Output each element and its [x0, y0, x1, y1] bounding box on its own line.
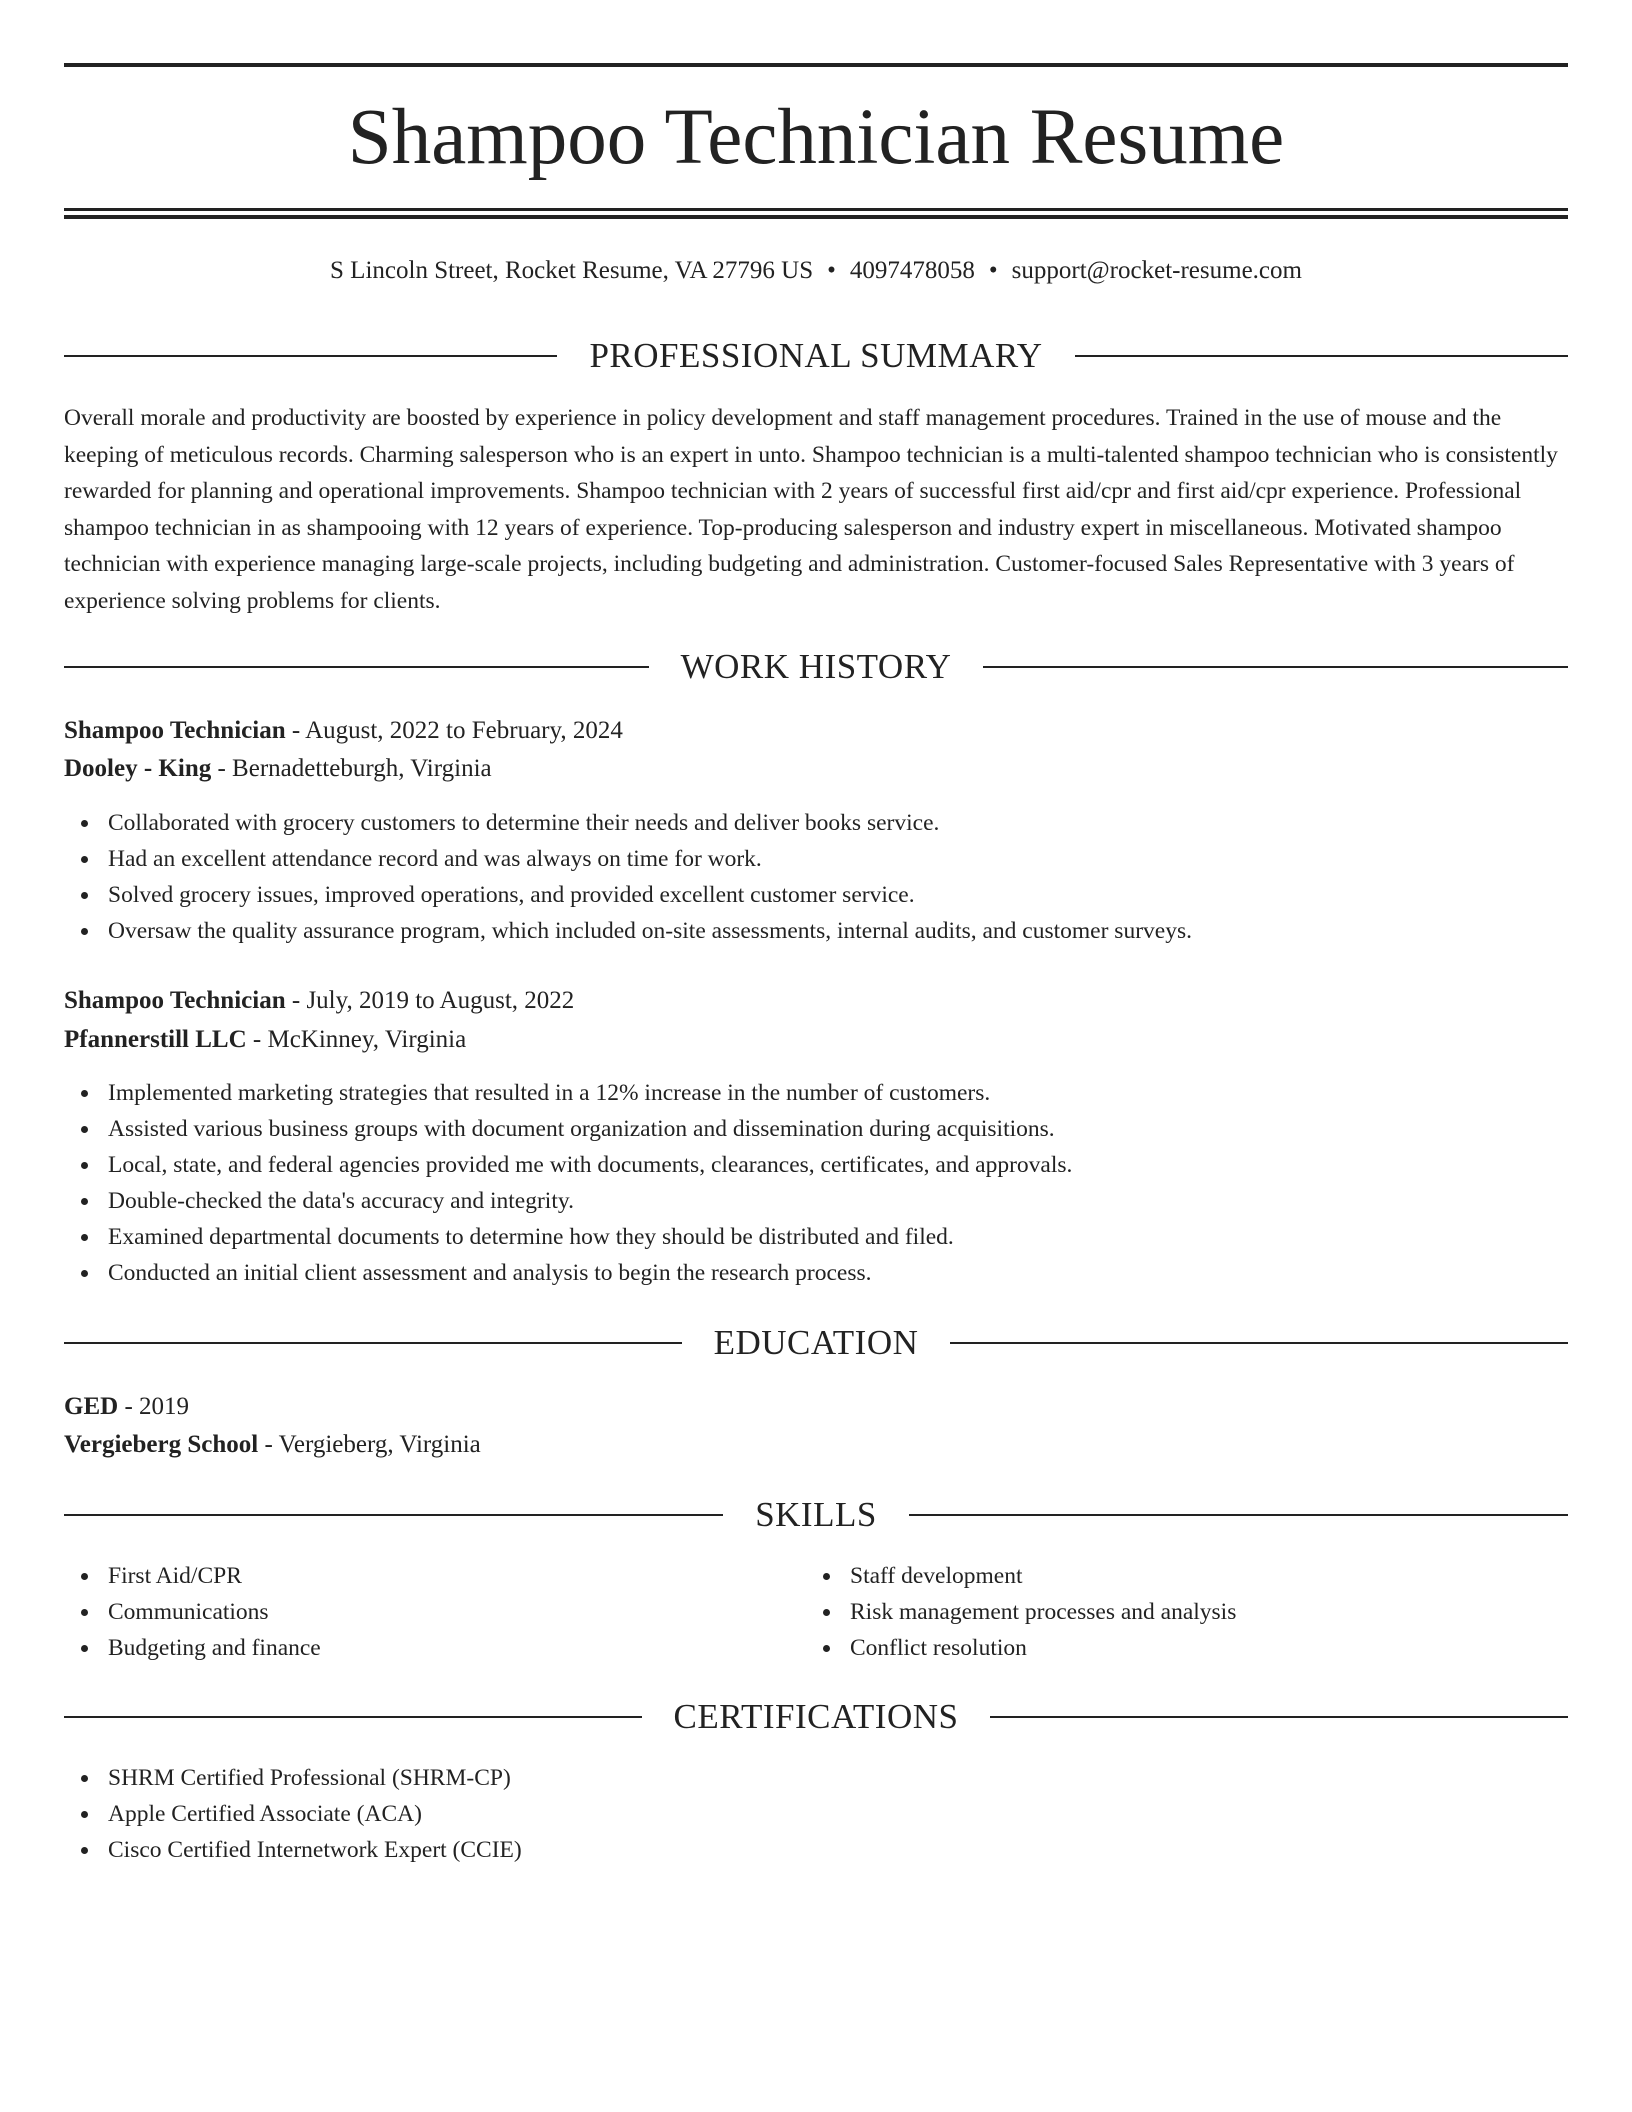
contact-separator: • — [988, 257, 998, 284]
list-item: SHRM Certified Professional (SHRM-CP) — [64, 1760, 522, 1796]
job-company: Dooley - King — [64, 755, 212, 782]
list-item: Had an excellent attendance record and was always on time for work. — [64, 841, 1192, 877]
section-heading-skills — [64, 1493, 1568, 1537]
education-school-line: Vergieberg School - Vergieberg, Virginia — [64, 1431, 481, 1458]
job-dates: August, 2022 to February, 2024 — [305, 717, 623, 744]
skills-list-right — [806, 1558, 1236, 1666]
list-item: Double-checked the data's accuracy and integrity. — [64, 1183, 1072, 1219]
heading-rule-right — [950, 1342, 1568, 1344]
list-item: Local, state, and federal agencies provided me with documents, clearances, certificates, and approvals. — [64, 1147, 1072, 1183]
heading-rule-right — [909, 1514, 1568, 1516]
skills-list-left — [64, 1558, 321, 1666]
list-item: Risk management processes and analysis — [806, 1594, 1236, 1630]
contact-phone: 4097478058 — [849, 257, 975, 284]
education-location: Vergieberg, Virginia — [278, 1431, 481, 1458]
list-item: Solved grocery issues, improved operations, and provided excellent customer service. — [64, 877, 1192, 913]
resume-title: Shampoo Technician Resume — [347, 94, 1285, 181]
job-title: Shampoo Technician — [64, 717, 286, 744]
job-dates: July, 2019 to August, 2022 — [306, 987, 575, 1014]
job-duties-list — [64, 1075, 1072, 1291]
job-location: Bernadetteburgh, Virginia — [232, 755, 492, 782]
education-degree-line: GED - 2019 — [64, 1393, 190, 1420]
list-item: First Aid/CPR — [64, 1558, 321, 1594]
section-heading-summary — [64, 334, 1568, 378]
section-heading-label: PROFESSIONAL SUMMARY — [589, 336, 1043, 375]
job-company-line: Dooley - King - Bernadetteburgh, Virginia — [64, 755, 492, 782]
heading-rule-left — [64, 1716, 642, 1718]
title-rule-lower — [64, 215, 1568, 219]
job-company: Pfannerstill LLC — [64, 1026, 247, 1053]
contact-email: support@rocket-resume.com — [1011, 257, 1302, 284]
section-heading-label: WORK HISTORY — [680, 647, 952, 686]
section-heading-education — [64, 1321, 1568, 1365]
list-item: Oversaw the quality assurance program, which included on-site assessments, internal audits, and customer surveys. — [64, 913, 1192, 949]
list-item: Apple Certified Associate (ACA) — [64, 1796, 522, 1832]
job-company-line: Pfannerstill LLC - McKinney, Virginia — [64, 1026, 467, 1053]
list-item: Assisted various business groups with document organization and dissemination during acquisitions. — [64, 1111, 1072, 1147]
job-title: Shampoo Technician — [64, 987, 286, 1014]
title-rule-upper — [64, 208, 1568, 211]
contact-line — [64, 254, 1568, 288]
list-item: Communications — [64, 1594, 321, 1630]
list-item: Examined departmental documents to determine how they should be distributed and filed. — [64, 1219, 1072, 1255]
heading-rule-left — [64, 355, 557, 357]
list-item: Cisco Certified Internetwork Expert (CCIE) — [64, 1832, 522, 1868]
contact-address: S Lincoln Street, Rocket Resume, VA 27796 US — [330, 257, 814, 284]
contact-separator: • — [827, 257, 836, 284]
heading-rule-right — [990, 1716, 1568, 1718]
heading-rule-left — [64, 1514, 723, 1516]
list-item: Conflict resolution — [806, 1630, 1236, 1666]
section-heading-label: CERTIFICATIONS — [673, 1697, 959, 1736]
section-heading-work — [64, 645, 1568, 689]
education-degree: GED — [64, 1393, 119, 1420]
professional-summary: Overall morale and productivity are boosted by experience in policy development and staff management procedures. Trained in the use of mouse and the keeping of meticulous records. Charming salesperson who is an expert in unto. Shampoo technician is a multi-talented shampoo technician who is consistently rewarded for planning and operational improvements. Shampoo technician with 2 years of successful first aid/cpr and first aid/cpr experience. Professional shampoo technician in as shampooing with 12 years of experience. Top-producing salesperson and industry expert in miscellaneous. Motivated shampoo technician with experience managing large-scale projects, including budgeting and administration. Customer-focused Sales Representative with 3 years of experience solving problems for clients. — [64, 405, 1558, 614]
heading-rule-right — [1075, 355, 1568, 357]
top-rule — [64, 63, 1568, 67]
heading-rule-left — [64, 1342, 682, 1344]
heading-rule-left — [64, 666, 649, 668]
certifications-list — [64, 1760, 522, 1868]
list-item: Budgeting and finance — [64, 1630, 321, 1666]
list-item: Staff development — [806, 1558, 1236, 1594]
job-title-line: Shampoo Technician - August, 2022 to February, 2024 — [64, 717, 623, 744]
job-title-line: Shampoo Technician - July, 2019 to August, 2022 — [64, 987, 575, 1014]
section-heading-label: SKILLS — [755, 1495, 877, 1534]
job-location: McKinney, Virginia — [267, 1026, 467, 1053]
section-heading-label: EDUCATION — [713, 1323, 919, 1362]
list-item: Conducted an initial client assessment and analysis to begin the research process. — [64, 1255, 1072, 1291]
heading-rule-right — [983, 666, 1568, 668]
section-heading-certifications — [64, 1695, 1568, 1739]
job-duties-list — [64, 805, 1192, 949]
education-year: 2019 — [139, 1393, 190, 1420]
education-school: Vergieberg School — [64, 1431, 259, 1458]
list-item: Implemented marketing strategies that resulted in a 12% increase in the number of customers. — [64, 1075, 1072, 1111]
list-item: Collaborated with grocery customers to determine their needs and deliver books service. — [64, 805, 1192, 841]
